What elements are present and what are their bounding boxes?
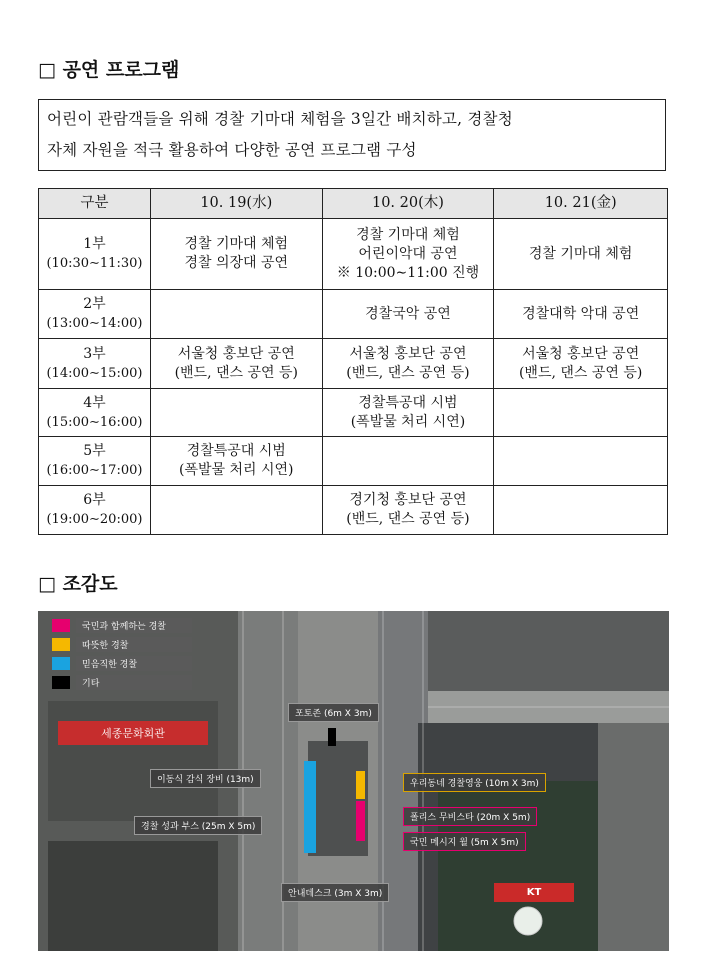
- part-label: 2부: [83, 296, 106, 312]
- legend-swatch: [52, 619, 70, 632]
- section-title-aerial: [38, 569, 118, 596]
- cell-part: [39, 486, 151, 535]
- table-row: [39, 389, 668, 437]
- header-day-2: 10. 20(木): [322, 189, 494, 219]
- section-title-text: 공연 프로그램: [62, 59, 180, 81]
- legend-label: 따뜻한 경찰: [76, 637, 192, 652]
- cell-line: 경찰특공대 시범: [186, 443, 286, 459]
- map-legend: [52, 616, 192, 692]
- header-day-3: 10. 21(金): [494, 189, 668, 219]
- cell-day-2: [322, 389, 494, 437]
- cell-line: 경찰 기마대 체험: [184, 236, 289, 252]
- part-label: 5부: [83, 443, 106, 459]
- cell-day-3: [494, 339, 668, 389]
- label-police-booth: 경찰 성과 부스 (25m X 5m): [134, 816, 262, 835]
- header-category: 구분: [39, 189, 151, 219]
- square-marker-icon: □: [38, 573, 56, 595]
- cell-line: 경찰 기마대 체험: [528, 245, 633, 262]
- cell-line: (밴드, 댄스 공연 등): [174, 364, 298, 381]
- cell-day-2: [322, 290, 494, 339]
- cell-day-3: [494, 486, 668, 535]
- label-photozone: 포토존 (6m X 3m): [288, 703, 379, 722]
- header-day-1: 10. 19(水): [150, 189, 322, 219]
- legend-swatch: [52, 638, 70, 651]
- intro-line-2: 자체 자원을 적극 활용하여 다양한 공연 프로그램 구성: [47, 141, 417, 159]
- legend-label: 기타: [76, 675, 192, 690]
- cell-line: 경기청 홍보단 공연: [349, 492, 467, 508]
- table-row: [39, 437, 668, 486]
- cell-line: (밴드, 댄스 공연 등): [346, 511, 470, 527]
- part-label: 3부: [83, 345, 106, 362]
- label-info-desk: 안내데스크 (3m X 3m): [281, 883, 389, 902]
- cell-line: 경찰국악 공연: [365, 305, 451, 322]
- cell-day-1: [150, 437, 322, 486]
- cell-day-2: [322, 219, 494, 290]
- label-police-movie: 폴리스 무비스타 (20m X 5m): [403, 807, 537, 826]
- part-label: 6부: [83, 492, 106, 508]
- legend-item: [52, 616, 192, 635]
- cell-line: (밴드, 댄스 공연 등): [346, 364, 470, 381]
- cell-part: [39, 437, 151, 486]
- part-time: (10:30∼11:30): [46, 256, 143, 271]
- cell-line: (폭발물 처리 시연): [350, 413, 466, 430]
- cell-line: 어린이악대 공연: [358, 245, 458, 262]
- part-label: 1부: [83, 236, 106, 252]
- cell-part: [39, 389, 151, 437]
- intro-box: [38, 99, 666, 171]
- table-row: [39, 219, 668, 290]
- part-label: 4부: [83, 394, 106, 411]
- schedule-table: [38, 188, 668, 535]
- square-marker-icon: □: [38, 59, 56, 81]
- legend-label: 국민과 함께하는 경찰: [76, 618, 192, 633]
- cell-part: [39, 290, 151, 339]
- label-local-hero: 우리동네 경찰영웅 (10m X 3m): [403, 773, 546, 792]
- gold-zone-block: [356, 771, 365, 799]
- table-row: [39, 339, 668, 389]
- cell-day-2: [322, 339, 494, 389]
- legend-item: [52, 654, 192, 673]
- cell-day-1: [150, 219, 322, 290]
- cell-day-2: [322, 437, 494, 486]
- legend-label: 믿음직한 경찰: [76, 656, 192, 671]
- cell-part: [39, 339, 151, 389]
- cell-line: (폭발물 처리 시연): [179, 462, 294, 478]
- cell-day-1: [150, 339, 322, 389]
- table-row: [39, 486, 668, 535]
- legend-swatch: [52, 657, 70, 670]
- cell-line: 경찰특공대 시범: [358, 394, 458, 411]
- part-time: (15:00∼16:00): [46, 414, 143, 430]
- part-time: (13:00∼14:00): [46, 316, 143, 331]
- cell-line: 서울청 홍보단 공연: [177, 345, 295, 362]
- cell-line: 경찰대학 악대 공연: [522, 305, 640, 322]
- legend-item: [52, 635, 192, 654]
- label-mobile-equipment: 이동식 감식 장비 (13m): [150, 769, 261, 788]
- cell-day-1: [150, 290, 322, 339]
- cell-part: [39, 219, 151, 290]
- label-message-wall: 국민 메시지 월 (5m X 5m): [403, 832, 526, 851]
- cell-line: ※ 10:00∼11:00 진행: [336, 264, 480, 281]
- section-title-program: [38, 55, 179, 82]
- cell-line: 서울청 홍보단 공연: [349, 345, 467, 362]
- cell-day-1: [150, 486, 322, 535]
- part-time: (14:00∼15:00): [46, 365, 143, 381]
- label-building: 세종문화회관: [58, 721, 208, 745]
- cell-day-3: [494, 219, 668, 290]
- photozone-marker: [328, 728, 336, 746]
- cell-day-3: [494, 437, 668, 486]
- label-kt: KT: [494, 883, 574, 902]
- blue-zone-block: [304, 761, 316, 853]
- section-title-text: 조감도: [62, 573, 118, 595]
- table-header-row: [39, 189, 668, 219]
- cell-line: 경찰 의장대 공연: [184, 255, 289, 271]
- cell-line: 서울청 홍보단 공연: [522, 345, 640, 362]
- table-row: [39, 290, 668, 339]
- part-time: (19:00∼20:00): [46, 512, 143, 527]
- cell-day-1: [150, 389, 322, 437]
- cell-day-3: [494, 290, 668, 339]
- legend-swatch: [52, 676, 70, 689]
- intro-line-1: 어린이 관람객들을 위해 경찰 기마대 체험을 3일간 배치하고, 경찰청: [47, 110, 513, 128]
- part-time: (16:00∼17:00): [46, 463, 143, 478]
- aerial-view-map: [38, 611, 669, 951]
- cell-line: 경찰 기마대 체험: [356, 226, 460, 243]
- cell-line: (밴드, 댄스 공연 등): [518, 364, 643, 381]
- cell-day-2: [322, 486, 494, 535]
- cell-day-3: [494, 389, 668, 437]
- pink-zone-block: [356, 801, 365, 841]
- legend-item: [52, 673, 192, 692]
